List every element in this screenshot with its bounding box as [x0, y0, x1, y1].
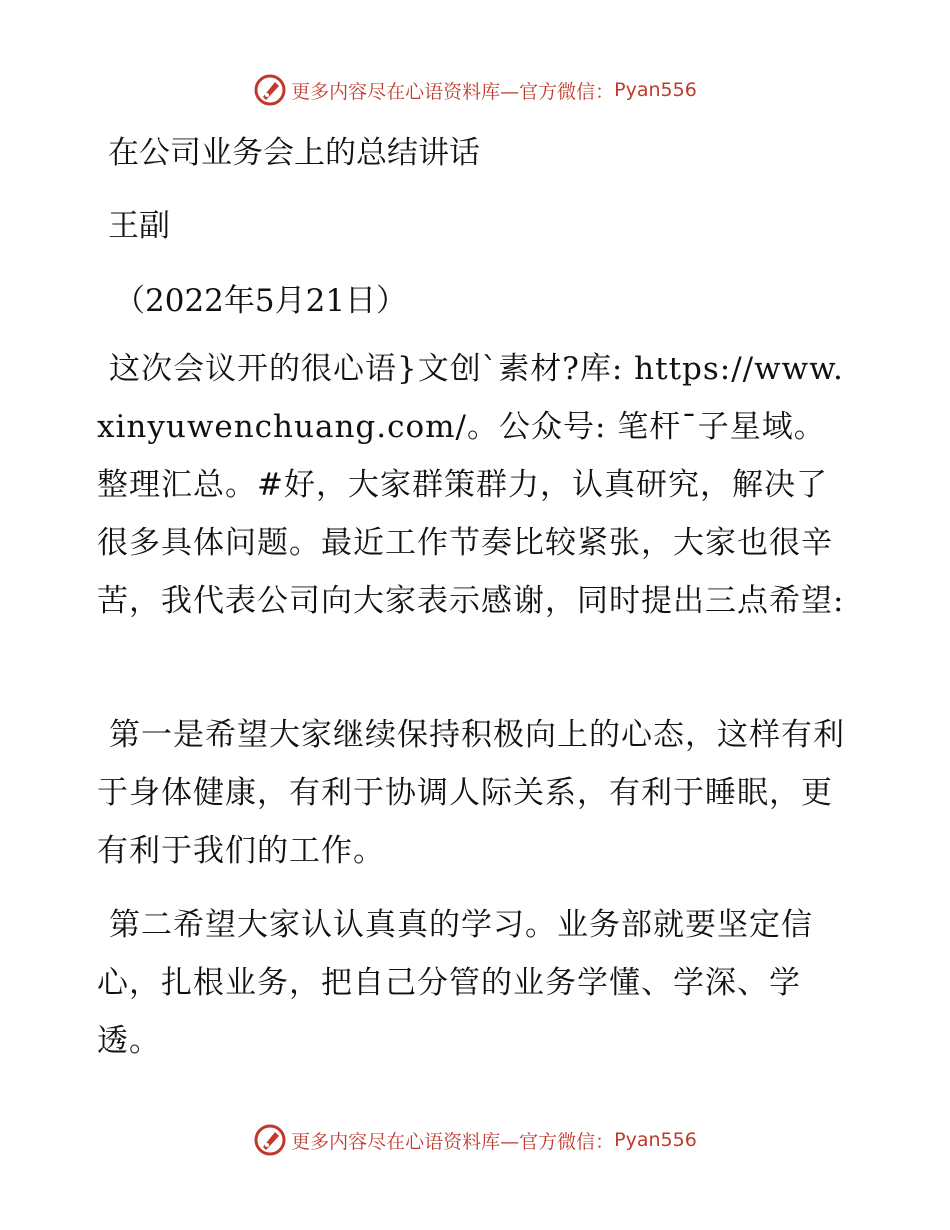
banner-wechat-id: Pyan556	[614, 79, 697, 101]
footer-watermark-banner	[0, 1120, 950, 1160]
document-date: （2022年5月21日）	[114, 283, 408, 319]
pen-nib-icon	[253, 73, 287, 107]
paragraph: 第一是希望大家继续保持积极向上的心态，这样有利于身体健康，有利于协调人际关系，有利于睡眠，更有利于我们的工作。	[97, 717, 845, 869]
paragraph: 这次会议开的很心语}文创`素材?库: https://www.xinyuwenchuang.com/。公众号: 笔杆¯子星域。整理汇总。#好，大家群策群力，认真研究，解决了很多具体问题。最近工作节奏比较紧张，大家也很辛苦，我代表公司向大家表示感谢，同时提出三点希望:	[97, 351, 845, 619]
document-author: 王副	[108, 208, 170, 244]
paragraph: 第二希望大家认认真真的学习。业务部就要坚定信心，扎根业务，把自己分管的业务学懂、学深、学透。	[97, 907, 813, 1059]
banner-text: 更多内容尽在心语资料库—官方微信：	[291, 80, 615, 103]
banner-wechat-id: Pyan556	[614, 1129, 697, 1151]
document-title: 在公司业务会上的总结讲话	[108, 135, 480, 171]
header-watermark-banner	[0, 70, 950, 110]
banner-text: 更多内容尽在心语资料库—官方微信：	[291, 1130, 615, 1153]
pen-nib-icon	[253, 1123, 287, 1157]
